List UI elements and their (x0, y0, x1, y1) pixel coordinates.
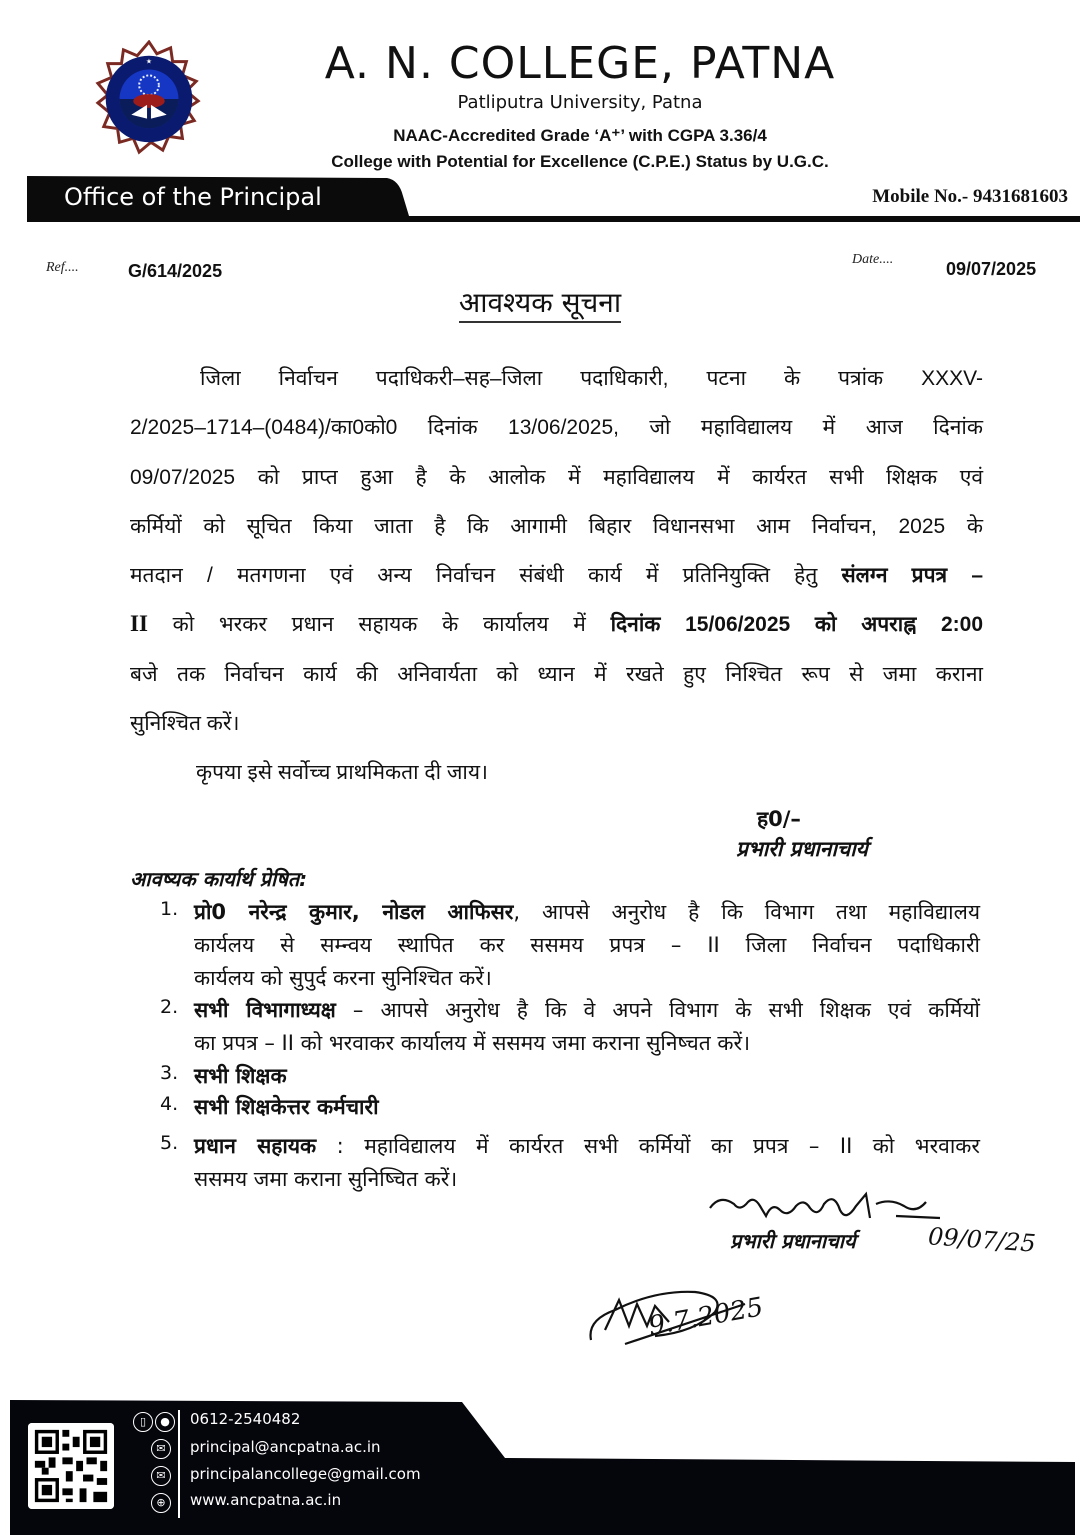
cc-item-text: का प्रपत्र – II को भरवाकर कार्यालय में ससमय जमा कराना सुनिष्चत करें। (194, 1031, 751, 1055)
para-line (130, 561, 983, 589)
handwritten-date: 09/07/25 (927, 1222, 1037, 1258)
college-logo (90, 40, 208, 158)
phone-icon: ▯ (133, 1412, 153, 1432)
mail-icon: ✉ (151, 1466, 171, 1486)
cc-item-number: 5. (160, 1132, 179, 1154)
cc-item-text: : महाविद्यालय में कार्यरत सभी कर्मियों का प्रपत्र – II को भरवाकर (316, 1134, 980, 1158)
para-line: बजे तक निर्वाचन कार्य की अनिवार्यता को ध्यान में रखते हुए निश्चित रूप से जमा कराना (130, 663, 983, 686)
notice-title: आवश्यक सूचना (459, 286, 621, 323)
signatory-title: प्रभारी प्रधानाचार्य (736, 837, 868, 861)
mail-icon: ✉ (151, 1439, 171, 1459)
signatory-title: प्रभारी प्रधानाचार्य (730, 1229, 856, 1253)
college-name: A. N. COLLEGE, PATNA (324, 38, 836, 89)
cc-item-text: कार्यलय को सुपुर्द करना सुनिश्चित करें। (194, 966, 492, 990)
cc-item-recipient: प्रो0 नरेन्द्र कुमार, नोडल आफिसर (194, 900, 514, 924)
cc-item-text: कार्यलय से सम्न्वय स्थापित कर ससमय प्रपत्र – II जिला निर्वाचन पदाधिकारी (194, 933, 980, 957)
office-title: Office of the Principal (64, 183, 322, 211)
cc-item-text: – आपसे अनुरोध है कि वे अपने विभाग के सभी शिक्षक एवं कर्मियों (335, 998, 980, 1022)
attached-form-text: संलग्न प्रपत्र – (841, 564, 983, 587)
cc-item-number: 2. (160, 996, 179, 1018)
para-line: 09/07/2025 को प्राप्त हुआ है के आलोक में महाविद्यालय में कार्यरत सभी शिक्षक एवं (130, 466, 983, 489)
para-line: कर्मियों को सूचित किया जाता है कि आगामी बिहार विधानसभा आम निर्वाचन, 2025 के (130, 515, 983, 538)
cc-item-recipient: सभी शिक्षक (194, 1064, 287, 1088)
cc-item-number: 4. (160, 1093, 179, 1115)
globe-icon: ⊕ (151, 1493, 171, 1513)
naac-accreditation: NAAC-Accredited Grade ‘A⁺’ with CGPA 3.36/4 (393, 126, 767, 145)
footer-website[interactable]: www.ancpatna.ac.in (190, 1491, 342, 1509)
cc-item-recipient: सभी शिक्षकेत्तर कर्मचारी (194, 1095, 379, 1119)
date-value: 09/07/2025 (946, 259, 1037, 279)
svg-text:★: ★ (145, 57, 153, 66)
notice-title-wrap (0, 283, 1080, 321)
university-name: Patliputra University, Patna (457, 92, 703, 113)
ref-number: G/614/2025 (128, 261, 223, 281)
cc-item-number: 1. (160, 898, 179, 920)
para-line: 2/2025–1714–(0484)/का0को0 दिनांक 13/06/2025, जो महाविद्यालय में आज दिनांक (130, 416, 983, 439)
cpe-status: College with Potential for Excellence (C.P.E.) Status by U.G.C. (331, 152, 829, 171)
whatsapp-icon: ● (155, 1412, 175, 1432)
deadline-text: दिनांक 15/06/2025 को अपराह्न 2:00 (610, 613, 983, 636)
date-label: Date.... (852, 252, 894, 267)
para-text: को भरकर प्रधान सहायक के कार्यालय में (147, 613, 611, 636)
mobile-number: Mobile No.- 9431681603 (872, 186, 1068, 207)
form-number: II (130, 611, 148, 636)
handwritten-date: 9.7.2025 (646, 1292, 766, 1342)
qr-code[interactable] (28, 1423, 114, 1509)
cc-item-text: ससमय जमा कराना सुनिष्चित करें। (194, 1167, 458, 1191)
cc-heading: आवष्यक कार्यार्थ प्रेषित: (130, 867, 308, 891)
footer-divider (178, 1410, 180, 1518)
cc-item-recipient: सभी विभागाध्यक्ष (194, 998, 336, 1022)
footer-email-official[interactable]: principal@ancpatna.ac.in (190, 1438, 381, 1456)
para-line (130, 610, 983, 638)
para-text: मतदान / मतगणना एवं अन्य निर्वाचन संबंधी कार्य में प्रतिनियुक्ति हेतु (130, 564, 842, 587)
footer-email-gmail[interactable]: principalancollege@gmail.com (190, 1465, 421, 1483)
cc-item-text: , आपसे अनुरोध है कि विभाग तथा महाविद्यालय (513, 900, 981, 924)
request-line: कृपया इसे सर्वोच्च प्राथमिकता दी जाय। (196, 761, 489, 784)
ref-label: Ref.... (46, 260, 79, 275)
cc-item-number: 3. (160, 1062, 179, 1084)
cc-item-recipient: प्रधान सहायक (194, 1134, 317, 1158)
para-line: जिला निर्वाचन पदाधिकरी–सह–जिला पदाधिकारी, पटना के पत्रांक XXXV- (200, 367, 983, 390)
signed-mark: ह0/– (757, 807, 801, 831)
para-line: सुनिश्चित करें। (130, 712, 240, 735)
footer-phone[interactable]: 0612-2540482 (190, 1410, 301, 1428)
